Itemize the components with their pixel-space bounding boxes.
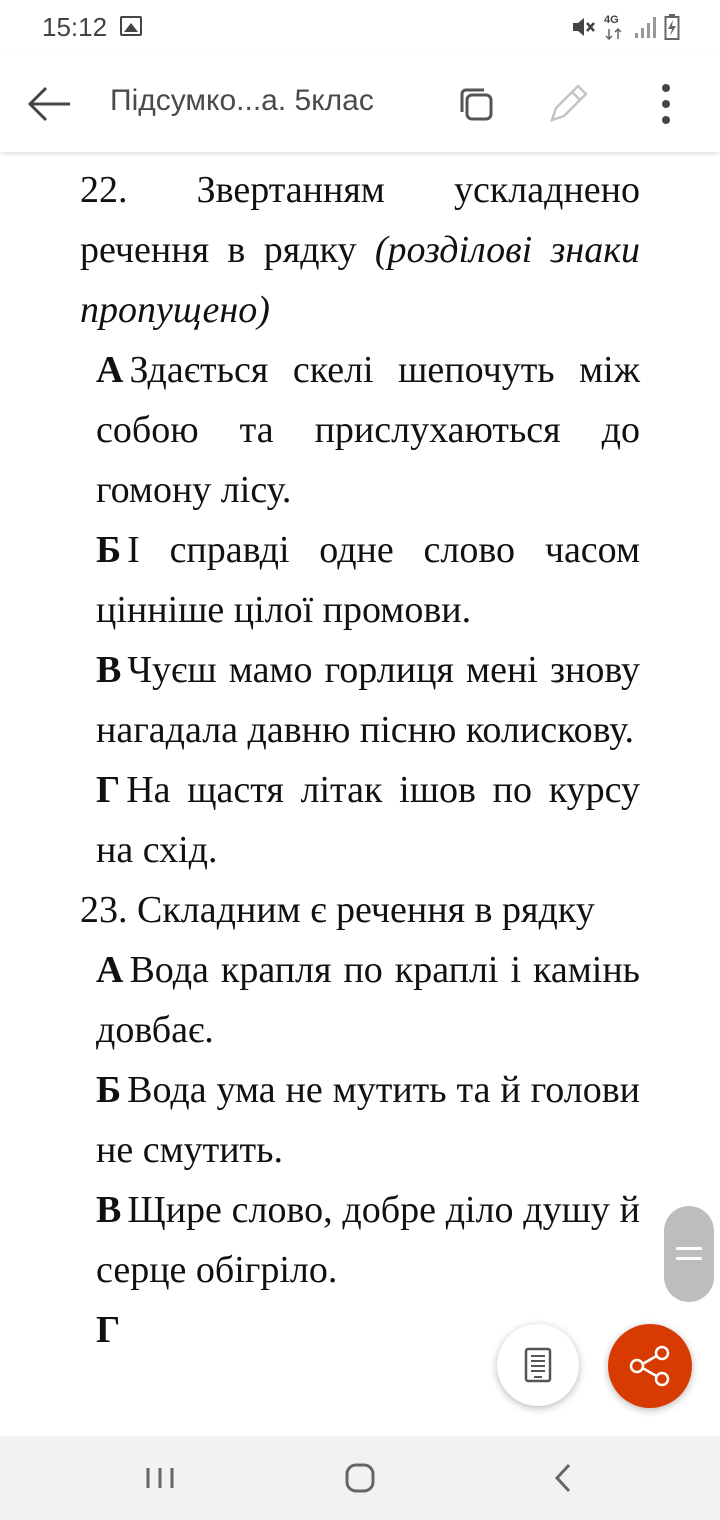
option-text: На щастя літак ішов по курсу на схід. (96, 769, 640, 871)
network-label: 4G (604, 14, 619, 26)
home-button[interactable] (330, 1454, 390, 1502)
question-22-text: 22. Звертанням ускладнено речення в рядку (80, 169, 640, 271)
recent-apps-icon (130, 1454, 190, 1502)
question-22-note: (розділові знаки пропущено) (80, 229, 640, 331)
q23-option-b (80, 1060, 640, 1180)
option-letter: В (96, 1189, 122, 1231)
q22-option-g (80, 760, 640, 880)
copy-icon (454, 82, 500, 128)
signal-icon (634, 15, 656, 39)
home-icon (330, 1454, 390, 1502)
q23-option-v (80, 1180, 640, 1300)
back-chevron-icon (533, 1454, 593, 1502)
back-arrow-icon (22, 78, 78, 130)
edit-button[interactable] (544, 80, 592, 128)
status-bar (0, 0, 720, 56)
option-letter: А (96, 949, 124, 991)
image-icon (120, 16, 142, 36)
status-time: 15:12 (42, 12, 108, 42)
scroll-handle[interactable] (664, 1206, 714, 1302)
document-text (80, 160, 640, 1360)
share-icon (608, 1324, 692, 1408)
copy-button[interactable] (454, 82, 500, 128)
q22-option-b (80, 520, 640, 640)
document-title: Підсумко...а. 5клас (110, 84, 374, 117)
network-4g-icon (604, 14, 626, 40)
system-back-button[interactable] (533, 1454, 593, 1502)
question-23 (80, 880, 640, 940)
option-letter: Б (96, 1069, 122, 1111)
q22-option-v (80, 640, 640, 760)
share-button[interactable] (608, 1324, 692, 1408)
option-text: Щире слово, добре діло душу й серце обігріло. (96, 1189, 640, 1291)
reading-mode-icon (497, 1324, 579, 1406)
option-letter: Б (96, 529, 122, 571)
reading-mode-button[interactable] (497, 1324, 579, 1406)
option-letter: В (96, 649, 122, 691)
navigation-bar (0, 1436, 720, 1520)
app-bar (0, 56, 720, 152)
option-text: Вода ума не мутить та й голови не смутить. (96, 1069, 640, 1171)
option-letter: А (96, 349, 124, 391)
pencil-icon (544, 80, 592, 128)
mute-icon (570, 14, 596, 40)
document-viewer[interactable] (0, 152, 720, 1436)
option-letter: Г (96, 1309, 121, 1351)
question-23-text: 23. Складним є речення в рядку (80, 889, 595, 931)
option-text: Вода крапля по краплі і камінь довбає. (96, 949, 640, 1051)
more-options-button[interactable] (650, 80, 682, 128)
recent-apps-button[interactable] (130, 1454, 190, 1502)
option-letter: Г (96, 769, 121, 811)
option-text: І справді одне слово часом цінніше цілої промови. (96, 529, 640, 631)
status-icons (570, 14, 680, 40)
question-22 (80, 160, 640, 340)
option-text: Чуєш мамо горлиця мені знову нагадала давню пісню колискову. (96, 649, 640, 751)
q23-option-a (80, 940, 640, 1060)
back-button[interactable] (22, 78, 78, 130)
more-vertical-icon (650, 80, 682, 128)
option-text: Здається скелі шепочуть між собою та прислухаються до гомону лісу. (96, 349, 640, 511)
battery-charging-icon (664, 14, 680, 40)
q22-option-a (80, 340, 640, 520)
